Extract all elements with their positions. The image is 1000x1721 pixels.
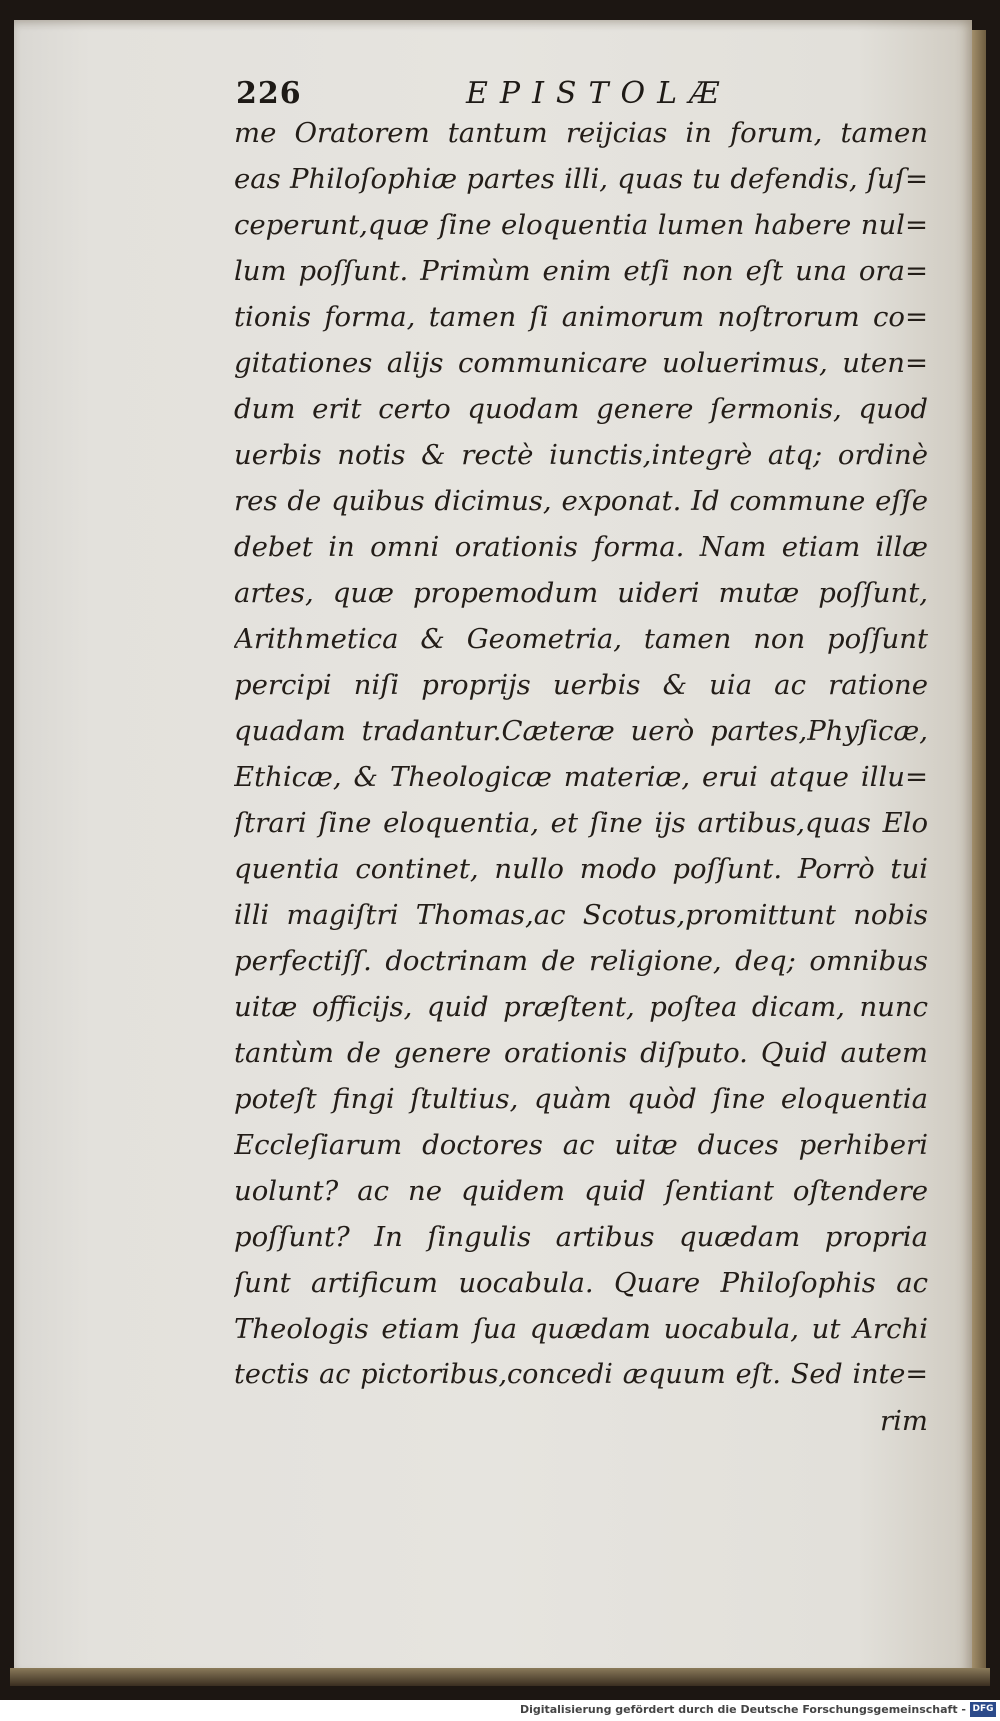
page-number: 226	[236, 76, 302, 111]
text-line: perfectiſſ. doctrinam de religione, deq; omnibus	[234, 945, 928, 977]
text-line: tectis ac pictoribus,concedi æquum eſt. Sed inte=	[234, 1359, 928, 1390]
text-line: tionis forma, tamen ſi animorum noſtrorum co=	[234, 301, 928, 333]
text-line: poſſunt? In ſingulis artibus quædam propria	[234, 1221, 928, 1253]
running-head: EPISTOLÆ	[466, 76, 732, 111]
text-line: debet in omni orationis forma. Nam etiam illæ	[234, 531, 928, 563]
text-line: eas Philoſophiæ partes illi, quas tu defendis, ſuſ=	[234, 163, 928, 195]
dfg-logo: DFG	[970, 1702, 996, 1717]
text-line: quentia continet, nullo modo poſſunt. Porrò tui	[234, 853, 928, 885]
text-line: tantùm de genere orationis diſputo. Quid autem	[234, 1037, 928, 1069]
page-bottom-edge	[10, 1668, 990, 1686]
text-line: ſunt artificum uocabula. Quare Philoſophis ac	[234, 1267, 928, 1299]
text-line: percipi niſi proprijs uerbis & uia ac ratione	[234, 669, 928, 701]
text-line: lum poſſunt. Primùm enim etſi non eſt una ora=	[234, 255, 928, 287]
text-line: Arithmetica & Geometria, tamen non poſſunt	[234, 623, 928, 655]
text-line: res de quibus dicimus, exponat. Id commune eſſe	[234, 485, 928, 517]
text-line: rim	[879, 1405, 928, 1437]
text-line: uerbis notis & rectè iunctis,integrè atq; ordinè	[234, 439, 928, 471]
text-line: illi magiſtri Thomas,ac Scotus,promittunt nobis	[234, 899, 928, 931]
text-line: dum erit certo quodam genere ſermonis, quod	[234, 393, 928, 425]
text-line: Eccleſiarum doctores ac uitæ duces perhiberi	[234, 1129, 928, 1161]
digitization-credit: Digitalisierung gefördert durch die Deutsche Forschungsgemeinschaft -	[519, 1703, 966, 1716]
text-line: quadam tradantur.Cæteræ uerò partes,Phyſicæ,	[234, 715, 928, 747]
body-text	[234, 110, 928, 1444]
text-line: Ethicæ, & Theologicæ materiæ, erui atque illu=	[234, 761, 928, 793]
text-line: gitationes alijs communicare uoluerimus, uten=	[234, 347, 928, 379]
text-line: me Oratorem tantum reijcias in forum, tamen	[234, 117, 928, 149]
text-line: artes, quæ propemodum uideri mutæ poſſunt,	[234, 577, 928, 609]
text-line: ſtrari ſine eloquentia, et ſine ijs artibus,quas Elo	[234, 807, 928, 839]
text-line: poteſt fingi ſtultius, quàm quòd ſine eloquentia	[234, 1083, 928, 1115]
text-line: uitæ officijs, quid præſtent, poſtea dicam, nunc	[234, 991, 928, 1023]
text-line: uolunt? ac ne quidem quid ſentiant oſtendere	[234, 1175, 928, 1207]
text-line: Theologis etiam ſua quædam uocabula, ut Archi	[234, 1313, 928, 1345]
text-line: ceperunt,quæ ſine eloquentia lumen habere nul=	[234, 209, 928, 241]
